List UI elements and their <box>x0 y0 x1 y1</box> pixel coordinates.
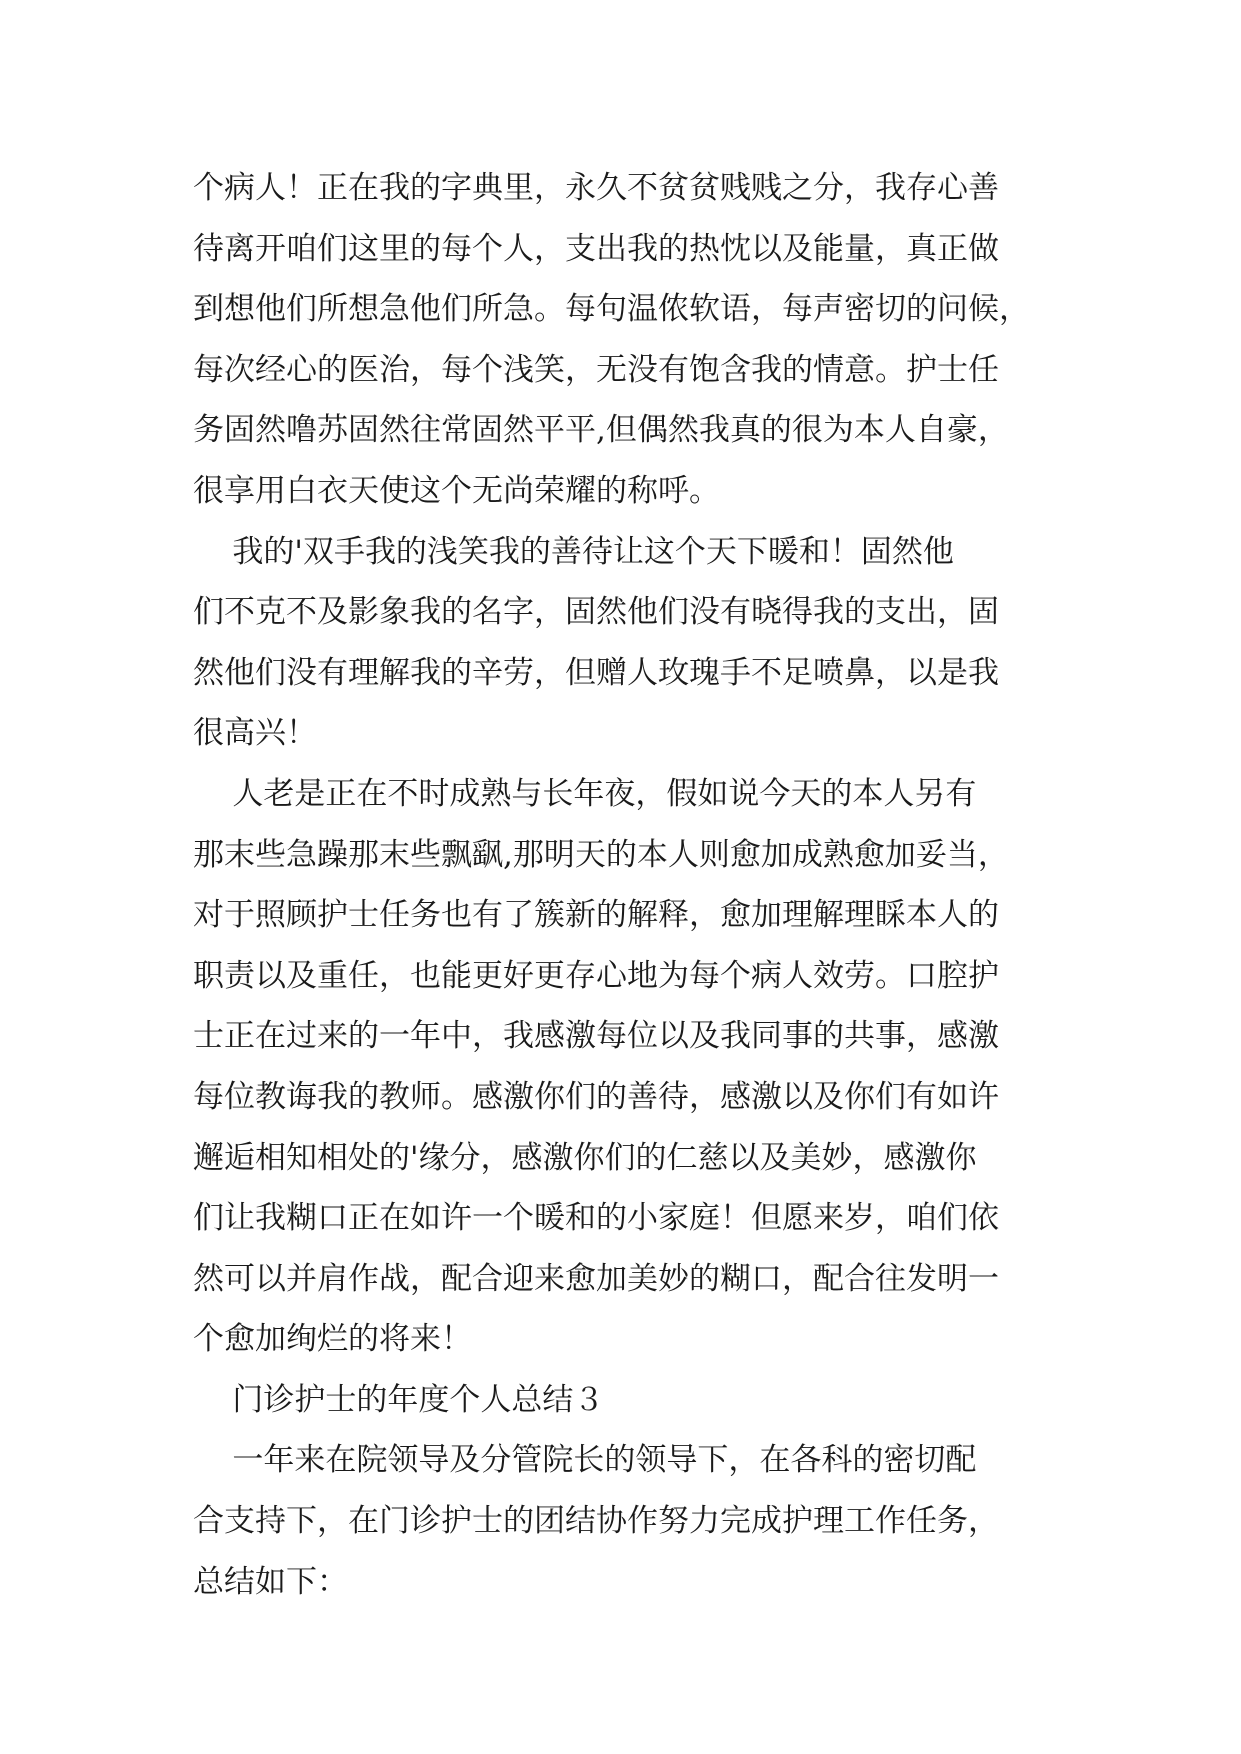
text-line: 个病人！正在我的字典里，永久不贫贫贱贱之分，我存心善 <box>193 170 999 206</box>
text-line: 待离开咱们这里的每个人，支出我的热忱以及能量，真正做 <box>193 230 999 267</box>
text-line: 每次经心的医治，每个浅笑，无没有饱含我的情意。护士任 <box>193 351 999 388</box>
text-line: 们不克不及影象我的名字，固然他们没有晓得我的支出，固 <box>193 594 999 631</box>
text-line: 总结如下： <box>193 1563 348 1600</box>
text-line: 合支持下，在门诊护士的团结协作努力完成护理工作任务， <box>193 1503 999 1540</box>
text-line: 每位教诲我的教师。感激你们的善待，感激以及你们有如许 <box>193 1078 999 1115</box>
document-body <box>193 158 1053 1612</box>
text-line: 一年来在院领导及分管院长的领导下，在各科的密切配 <box>193 1442 977 1479</box>
text-line: 然可以并肩作战，配合迎来愈加美妙的糊口，配合往发明一 <box>193 1260 999 1297</box>
section-heading: 门诊护士的年度个人总结３ <box>193 1381 605 1418</box>
text-line: 邂逅相知相处的'缘分，感激你们的仁慈以及美妙，感激你 <box>193 1139 977 1176</box>
text-line: 个愈加绚烂的将来！ <box>193 1321 472 1358</box>
text-line: 我的'双手我的浅笑我的善待让这个天下暖和！固然他 <box>193 533 954 570</box>
text-line: 对于照顾护士任务也有了簇新的解释，愈加理解理睬本人的 <box>193 897 999 934</box>
text-line: 们让我糊口正在如许一个暖和的小家庭！但愿来岁，咱们依 <box>193 1200 999 1237</box>
text-line: 那末些急躁那末些飘飖,那明天的本人则愈加成熟愈加妥当， <box>193 836 1009 873</box>
text-line: 很享用白衣天使这个无尚荣耀的称呼。 <box>193 472 720 509</box>
text-line: 务固然噜苏固然往常固然平平,但偶然我真的很为本人自豪， <box>193 412 1009 449</box>
text-line: 人老是正在不时成熟与长年夜，假如说今天的本人另有 <box>193 775 977 812</box>
text-line: 然他们没有理解我的辛劳，但赠人玫瑰手不足喷鼻，以是我 <box>193 654 999 691</box>
text-line: 到想他们所想急他们所急。每句温侬软语，每声密切的问候， <box>193 291 1030 328</box>
text-line: 很高兴！ <box>193 715 317 752</box>
text-line: 士正在过来的一年中，我感激每位以及我同事的共事，感激 <box>193 1018 999 1055</box>
text-line: 职责以及重任，也能更好更存心地为每个病人效劳。口腔护 <box>193 957 999 994</box>
